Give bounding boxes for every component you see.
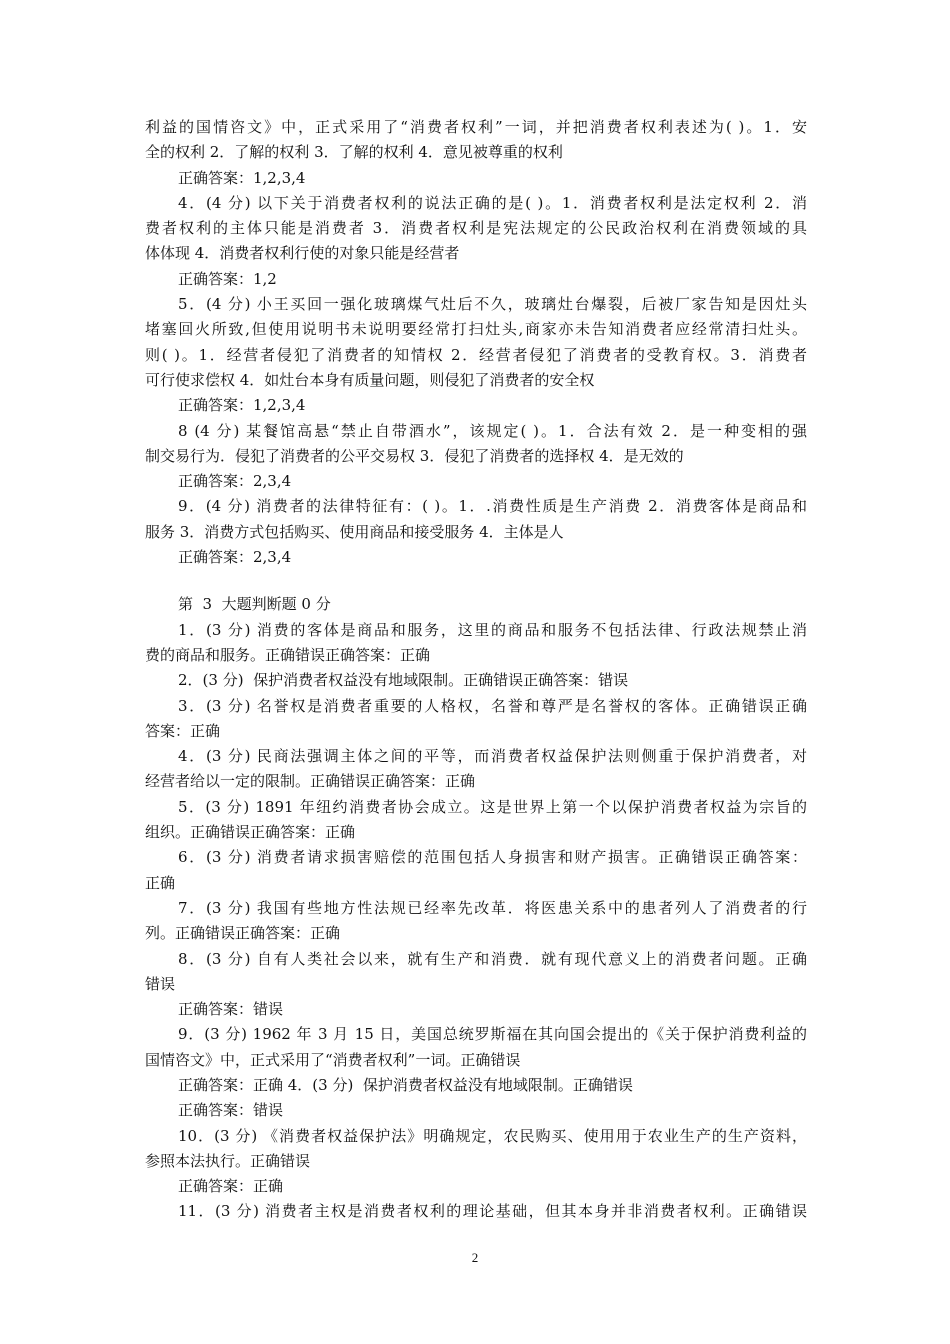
document-body <box>145 115 807 1225</box>
text-line: 经营者给以一定的限制。正确错误正确答案：正确 <box>145 772 476 791</box>
question-line: 10．(3 分) 《消费者权益保护法》明确规定，农民购买、使用用于农业生产的生产资料， <box>178 1126 807 1145</box>
answer-line: 正确答案：2,3,4 <box>178 548 292 567</box>
text-line: 服务 3．消费方式包括购买、使用商品和接受服务 4．主体是人 <box>145 522 564 541</box>
answer-line: 正确答案：错误 <box>178 1000 284 1019</box>
text-line: 国情咨文》中，正式采用了“消费者权利”一词。正确错误 <box>145 1050 521 1069</box>
answer-line: 正确答案：正确 4．(3 分) 保护消费者权益没有地域限制。正确错误 <box>178 1075 633 1094</box>
text-line: 答案：正确 <box>145 721 221 740</box>
question-line: 8 (4 分) 某餐馆高悬“禁止自带酒水”，该规定( )。1．合法有效 2．是一种变相的强 <box>178 421 807 440</box>
text-line: 利益的国情咨文》中，正式采用了“消费者权利”一词，并把消费者权利表述为( )。1．安 <box>145 118 807 136</box>
text-line: 制交易行为．侵犯了消费者的公平交易权 3．侵犯了消费者的选择权 4．是无效的 <box>145 446 684 465</box>
text-line: 体体现 4．消费者权利行使的对象只能是经营者 <box>145 244 460 263</box>
question-line: 6．(3 分) 消费者请求损害赔偿的范围包括人身损害和财产损害。正确错误正确答案： <box>178 848 807 867</box>
question-line: 8．(3 分) 自有人类社会以来，就有生产和消费．就有现代意义上的消费者问题。正确 <box>178 949 807 968</box>
section-gap <box>145 570 807 592</box>
answer-line: 正确答案：1,2,3,4 <box>178 168 306 187</box>
question-line: 9．(3 分) 1962 年 3 月 15 日，美国总统罗斯福在其向国会提出的《关于保护消费利益的 <box>178 1025 807 1044</box>
answer-line: 正确答案：正确 <box>178 1177 284 1196</box>
text-line: 参照本法执行。正确错误 <box>145 1151 311 1170</box>
question-line: 4．(4 分) 以下关于消费者权利的说法正确的是( )。1．消费者权利是法定权利 2．消 <box>178 193 807 212</box>
question-line: 4．(3 分) 民商法强调主体之间的平等，而消费者权益保护法则侧重于保护消费者，对 <box>178 747 807 766</box>
answer-line: 正确答案：1,2,3,4 <box>178 396 306 415</box>
question-line: 1．(3 分) 消费的客体是商品和服务，这里的商品和服务不包括法律、行政法规禁止消 <box>178 620 807 639</box>
question-line: 9．(4 分) 消费者的法律特征有：( )。1．.消费性质是生产消费 2．消费客体是商品和 <box>178 497 807 516</box>
section-heading: 第 3 大题判断题 0 分 <box>178 595 331 614</box>
question-line: 5．(3 分) 1891 年纽约消费者协会成立。这是世界上第一个以保护消费者权益为宗旨的 <box>178 797 807 816</box>
question-line: 3．(3 分) 名誉权是消费者重要的人格权，名誉和尊严是名誉权的客体。正确错误正确 <box>178 696 807 715</box>
question-line: 2．(3 分) 保护消费者权益没有地域限制。正确错误正确答案：错误 <box>178 671 629 690</box>
question-line: 11．(3 分) 消费者主权是消费者权利的理论基础，但其本身并非消费者权利。正确错误 <box>178 1202 807 1221</box>
text-line: 费的商品和服务。正确错误正确答案：正确 <box>145 645 431 664</box>
text-line: 可行使求偿权 4．如灶台本身有质量问题，则侵犯了消费者的安全权 <box>145 370 595 389</box>
answer-line: 正确答案：1,2 <box>178 269 277 288</box>
question-line: 5．(4 分) 小王买回一强化玻璃煤气灶后不久，玻璃灶台爆裂，后被厂家告知是因灶头 <box>178 295 807 314</box>
text-line: 费者权利的主体只能是消费者 3．消费者权利是宪法规定的公民政治权利在消费领域的具 <box>145 219 807 238</box>
text-line: 堵塞回火所致,但使用说明书未说明要经常打扫灶头,商家亦未告知消费者应经常清扫灶头。 <box>145 320 807 339</box>
text-line: 错误 <box>145 974 176 993</box>
text-line: 列。正确错误正确答案：正确 <box>145 924 341 943</box>
text-line: 则( )。1．经营者侵犯了消费者的知情权 2．经营者侵犯了消费者的受教育权。3．消费者 <box>145 345 807 364</box>
page-number: 2 <box>471 1250 479 1265</box>
question-line: 7．(3 分) 我国有些地方性法规已经率先改革．将医患关系中的患者列人了消费者的行 <box>178 898 807 917</box>
text-line: 组织。正确错误正确答案：正确 <box>145 823 356 842</box>
text-line: 全的权利 2．了解的权利 3．了解的权利 4．意见被尊重的权利 <box>145 143 563 162</box>
text-line: 正确 <box>145 873 176 892</box>
answer-line: 正确答案：错误 <box>178 1101 284 1120</box>
answer-line: 正确答案：2,3,4 <box>178 472 292 491</box>
